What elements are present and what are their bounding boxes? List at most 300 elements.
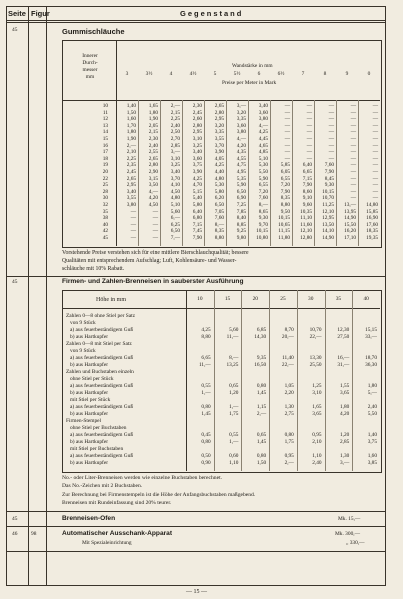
gummi-cell: — <box>284 149 290 156</box>
brenn-cell: 3,75 <box>367 439 377 445</box>
brenn-cell: 8,70 <box>284 327 294 333</box>
gummi-cell: 4,10 <box>170 182 180 189</box>
gummi-cell: — <box>350 175 356 182</box>
brenn-line-label: ohne Stiel per Stück <box>70 376 114 382</box>
brenn-cell: 0,50 <box>201 453 211 459</box>
gummi-cell: 9,50 <box>280 208 290 215</box>
gummi-cell: — <box>306 155 312 162</box>
brenn-cell: 22,— <box>309 334 322 340</box>
gummi-cell: 9,60 <box>302 202 312 208</box>
gummi-cell: — <box>130 215 136 222</box>
gummi-cell: 2,45 <box>126 169 136 175</box>
gummi-cell: 4,50 <box>148 202 158 208</box>
brenn-note-1: No.- oder Liter-Brenneisen werden wie einzelne Buchstaben berechnet. <box>62 475 223 481</box>
gummi-cell: 2,70 <box>170 136 180 142</box>
gummi-cell: — <box>306 142 312 149</box>
brenn-cell: 1,30 <box>284 404 294 410</box>
gummi-cell: 3,50 <box>148 182 158 189</box>
gummi-cell: 2,95 <box>192 129 202 136</box>
gummi-cell: — <box>372 162 378 169</box>
brenn-cell: 1,65 <box>312 404 322 410</box>
brenn-line-label: b) aus Hartkupfer <box>70 439 109 445</box>
gummi-diam-14: 30 <box>102 195 108 202</box>
gummi-cell: 6,55 <box>280 175 290 182</box>
brenn-cell: 3,65 <box>312 411 322 417</box>
brenn-cell: 1,50 <box>256 460 267 466</box>
gummi-cell: — <box>372 136 378 142</box>
gummi-cell: 3,25 <box>170 162 180 169</box>
gummi-cell: — <box>284 136 290 142</box>
brenn-cell: 16,— <box>337 355 350 361</box>
gummi-cell: 2,— <box>126 142 136 149</box>
gummi-cell: 2,80 <box>192 122 202 129</box>
gummi-cell: 4,20 <box>236 142 246 149</box>
header-figur: Figur <box>31 9 50 18</box>
brenn-line-label: b) aus Hartkupfer <box>70 460 109 466</box>
gummi-cell: 4,— <box>258 122 268 129</box>
brenn-cell: 0,80 <box>284 432 294 438</box>
gummi-cell: 3,90 <box>192 169 202 175</box>
gummi-cell: — <box>328 155 334 162</box>
gummi-cell: 5,35 <box>236 175 246 182</box>
gummi-cell: 14,90 <box>322 235 334 241</box>
gummi-cell: — <box>372 116 378 123</box>
gummi-cell: 3,80 <box>258 116 268 123</box>
brenn-col-6: 40 <box>363 296 369 302</box>
gummi-cell: — <box>284 122 290 129</box>
gummi-cell: 4,50 <box>170 188 180 195</box>
gummi-diam-0: 10 <box>102 103 108 109</box>
gummi-cell: 7,20 <box>280 182 290 189</box>
brenn-cell: 2,40 <box>367 404 377 410</box>
ofen-label: Brenneisen-Ofen <box>62 515 116 522</box>
gummi-cell: — <box>284 155 290 162</box>
brenn-cell: 13,25 <box>226 362 239 368</box>
brenn-cell: 1,80 <box>339 404 350 410</box>
brenn-col-3: 25 <box>280 296 286 302</box>
brenn-cell: 1,75 <box>284 439 294 445</box>
gummi-cell: 3,70 <box>214 142 224 149</box>
brenn-cell: 16,50 <box>254 362 267 368</box>
brenn-cell: 0,80 <box>201 439 211 445</box>
gummi-head-innerer-0: Innerer <box>82 53 98 59</box>
gummi-cell: — <box>328 129 334 136</box>
brenn-line-label: von 9 Stück <box>70 320 96 326</box>
brenn-line-label: von 9 Stück <box>70 348 96 354</box>
gummi-diam-5: 15 <box>102 136 108 142</box>
gummi-diam-11: 22 <box>102 175 108 182</box>
gummi-cell: 3,— <box>236 103 246 109</box>
brenn-cell: 2,— <box>284 460 294 466</box>
gummi-cell: — <box>350 169 356 175</box>
gummi-cell: 7,— <box>170 235 180 241</box>
gummi-cell: 8,80 <box>280 202 290 208</box>
gummi-diam-10: 20 <box>102 169 108 175</box>
gummi-cell: 8,35 <box>280 195 290 202</box>
brenn-line-label: a) aus feuerbeständigem Guß <box>70 355 134 361</box>
gummi-cell: 3,80 <box>236 129 246 136</box>
gummi-cell: — <box>372 195 378 202</box>
gummi-cell: 5,85 <box>280 162 290 169</box>
gummi-cell: — <box>306 129 312 136</box>
brenn-cell: 2,85 <box>339 439 350 445</box>
gummi-cell: — <box>372 169 378 175</box>
brenn-cell: 1,80 <box>367 383 377 389</box>
gummi-cell: 11,60 <box>300 221 312 228</box>
gummi-cell: 9,25 <box>236 228 246 235</box>
gummi-cell: — <box>350 155 356 162</box>
gummi-cell: 1,65 <box>148 103 158 109</box>
brenn-cell: 3,10 <box>312 390 322 396</box>
gummi-wand-6: 6 <box>257 71 261 77</box>
brenn-cell: 31,— <box>337 362 350 368</box>
gummi-cell: — <box>284 116 290 123</box>
gummi-cell: 7,60 <box>258 195 268 202</box>
gummi-cell: 17,10 <box>344 235 356 241</box>
ausschank-sub: Mit Spezialeinrichtung <box>82 540 132 546</box>
brenn-cell: 4,25 <box>201 327 211 333</box>
brenn-cell: 8,— <box>229 355 239 361</box>
brenn-cell: 1,30 <box>339 453 350 459</box>
brenn-cell: 3,65 <box>339 390 350 396</box>
brenn-cell: 1,— <box>229 404 239 410</box>
gummi-cell: 4,— <box>148 188 158 195</box>
gummi-cell: 3,40 <box>170 169 180 175</box>
gummi-cell: — <box>372 155 378 162</box>
ausschank-figur: 98 <box>31 531 37 537</box>
gummi-cell: — <box>152 215 158 222</box>
brenn-cell: 0,90 <box>201 460 211 466</box>
gummi-wand-11: 0 <box>367 71 371 77</box>
gummi-cell: 7,60 <box>214 215 224 222</box>
gummi-cell: 4,45 <box>258 136 268 142</box>
gummi-cell: 8,65 <box>258 208 268 215</box>
gummi-cell: 1,40 <box>126 103 136 109</box>
gummi-wand-4: 5 <box>213 71 217 77</box>
gummi-cell: — <box>328 136 334 142</box>
gummi-cell: 1,50 <box>126 109 136 116</box>
gummi-cell: — <box>152 208 158 215</box>
gummi-cell: 2,80 <box>148 162 158 169</box>
brenn-hoehe-head: Höhe in mm <box>96 297 126 303</box>
gummi-cell: 2,15 <box>170 109 180 116</box>
gummi-cell: — <box>372 182 378 189</box>
gummi-diam-9: 19 <box>102 162 108 169</box>
gummi-cell: — <box>306 109 312 116</box>
gummi-cell: 7,90 <box>302 182 312 189</box>
gummi-cell: 9,80 <box>236 235 246 241</box>
gummi-cell: 7,85 <box>236 208 246 215</box>
gummi-cell: 18,35 <box>366 228 378 235</box>
gummi-cell: 3,75 <box>192 162 202 169</box>
brenn-line-label: ohne Stiel per Buchstaben <box>70 425 127 431</box>
gummi-cell: 2,25 <box>170 116 180 123</box>
gummi-cell: 2,95 <box>214 116 224 123</box>
gummi-cell: 11,15 <box>278 228 290 235</box>
gummi-cell: 1,90 <box>148 116 158 123</box>
gummi-cell: 4,85 <box>258 149 268 156</box>
gummi-cell: 12,80 <box>300 235 312 241</box>
gummi-cell: — <box>350 162 356 169</box>
gummi-cell: 2,05 <box>148 122 158 129</box>
gummi-cell: — <box>372 188 378 195</box>
gummi-wand-3: 4½ <box>189 71 197 77</box>
gummi-cell: 8,— <box>258 202 268 208</box>
brenn-cell: 1,15 <box>256 404 267 410</box>
gummi-diam-1: 11 <box>102 109 108 116</box>
gummi-cell: 3,35 <box>214 129 224 136</box>
gummi-cell: 11,10 <box>300 215 312 222</box>
brenn-cell: 12,30 <box>337 327 350 333</box>
frame-left <box>6 6 7 585</box>
gummi-cell: 10,35 <box>300 208 312 215</box>
gummi-cell: 4,20 <box>148 195 158 202</box>
gummi-cell: 8,— <box>214 221 224 228</box>
gummi-cell: 2,65 <box>148 155 158 162</box>
gummi-cell: 6,05 <box>280 169 290 175</box>
gummi-cell: 4,— <box>236 136 246 142</box>
gummi-wand-0: 3 <box>125 71 129 77</box>
gummi-cell: 3,55 <box>214 136 224 142</box>
gummi-cell: 4,25 <box>258 129 268 136</box>
gummi-cell: 14,10 <box>322 228 334 235</box>
gummi-cell: 4,80 <box>170 195 180 202</box>
gummi-cell: 2,45 <box>192 109 202 116</box>
gummi-cell: — <box>350 142 356 149</box>
brenn-line-label: b) aus Hartkupfer <box>70 334 109 340</box>
gummi-diam-2: 12 <box>102 116 108 123</box>
brenn-line-label: a) aus feuerbeständigem Guß <box>70 432 134 438</box>
gummi-cell: 2,55 <box>148 149 158 156</box>
gummi-cell: — <box>350 103 356 109</box>
brenn-cell: 9,35 <box>256 355 267 361</box>
gummi-cell: 3,15 <box>148 175 158 182</box>
brenn-line-label: b) aus Hartkupfer <box>70 411 109 417</box>
brenn-cell: 0,80 <box>201 404 211 410</box>
gummi-cell: 4,80 <box>214 175 224 182</box>
brenn-cell: 0,60 <box>229 453 239 459</box>
brenn-cell: 1,20 <box>339 432 350 438</box>
gummi-cell: 4,95 <box>236 169 246 175</box>
gummi-cell: 2,40 <box>148 142 158 149</box>
gummi-cell: 2,65 <box>126 175 136 182</box>
brenn-cell: 2,— <box>256 411 267 417</box>
brenn-cell: 14,30 <box>254 334 267 340</box>
gummi-cell: 6,25 <box>170 221 180 228</box>
gummi-note-1: Vorstehende Preise verstehen sich für eine mittlere Bierschlauchqualität; bessere <box>62 250 249 256</box>
gummi-cell: 2,35 <box>126 162 136 169</box>
brenn-col-2: 20 <box>252 296 258 302</box>
gummi-cell: 4,05 <box>214 155 224 162</box>
brenn-cell: 36,30 <box>365 362 377 368</box>
gummi-cell: — <box>284 129 290 136</box>
brenn-cell: 1,— <box>229 439 239 445</box>
brenn-head-rule <box>62 308 380 309</box>
frame-right <box>385 6 386 585</box>
brenn-note-2: Das No.-Zeichen mit 2 Buchstaben. <box>62 483 143 489</box>
gummi-cell: 8,80 <box>214 235 224 241</box>
ausschank-price: Mk. 300,— <box>335 531 361 537</box>
gummi-cell: 6,80 <box>192 215 202 222</box>
brenn-line-label: a) aus feuerbeständigem Guß <box>70 453 134 459</box>
gummi-cell: 2,60 <box>192 116 202 123</box>
column-divider-seite <box>28 6 29 585</box>
ausschank-seite: 46 <box>12 531 18 537</box>
gummi-cell: — <box>372 129 378 136</box>
gummi-cell: 3,60 <box>192 155 202 162</box>
gummi-cell: 7,60 <box>324 162 334 169</box>
gummi-cell: — <box>350 182 356 189</box>
gummi-cell: 11,25 <box>322 202 334 208</box>
gummi-cell: 12,10 <box>322 208 334 215</box>
gummi-cell: 1,80 <box>126 129 136 136</box>
gummi-cell: 2,65 <box>214 103 224 109</box>
brenn-cell: 4,20 <box>339 411 350 417</box>
gummi-cell: 7,25 <box>236 202 246 208</box>
gummi-cell: 7,90 <box>280 188 290 195</box>
brenn-cell: 1,10 <box>229 460 239 466</box>
gummi-diam-17: 38 <box>102 215 108 222</box>
gummi-cell: 2,25 <box>126 155 136 162</box>
gummi-cell: 2,10 <box>126 149 136 156</box>
gummi-cell: 5,30 <box>258 162 268 169</box>
brenn-cell: 11,— <box>226 334 239 340</box>
gummi-cell: 3,55 <box>126 195 136 202</box>
gummi-cell: 7,90 <box>192 235 202 241</box>
brenn-cell: 1,— <box>201 390 211 396</box>
gummi-cell: — <box>372 142 378 149</box>
page-number: — 15 — <box>186 589 207 595</box>
ausschank-sub-price: „ 330,— <box>346 540 365 546</box>
brenn-cell: 11,40 <box>282 355 294 361</box>
gummi-cell: 2,30 <box>192 103 202 109</box>
gummi-cell: — <box>372 175 378 182</box>
gummi-cell: 16,20 <box>344 228 356 235</box>
gummi-cell: 2,90 <box>148 169 158 175</box>
gummi-cell: 5,10 <box>170 202 180 208</box>
gummi-cell: 10,15 <box>322 188 334 195</box>
gummi-cell: 4,25 <box>214 162 224 169</box>
gummi-cell: — <box>152 235 158 241</box>
gummi-cell: 13,50 <box>322 221 334 228</box>
brenn-cell: 15,15 <box>365 327 377 333</box>
gummi-cell: 7,05 <box>214 208 224 215</box>
gummi-cell: 2,— <box>170 103 180 109</box>
gummi-cell: 3,35 <box>236 116 246 123</box>
brenn-cell: 2,40 <box>312 460 322 466</box>
gummi-cell: 7,15 <box>302 175 312 182</box>
gummi-cell: 3,90 <box>214 149 224 156</box>
gummi-cell: — <box>130 228 136 235</box>
brenn-cell: 1,75 <box>229 411 239 417</box>
gummi-cell: — <box>350 195 356 202</box>
gummi-diam-3: 13 <box>102 122 108 129</box>
gummi-cell: 6,50 <box>236 188 246 195</box>
brenn-cell: 1,20 <box>229 390 239 396</box>
gummi-cell: — <box>328 122 334 129</box>
gummi-cell: 7,20 <box>258 188 268 195</box>
brenn-cell: 6,65 <box>201 355 211 361</box>
gummi-cell: — <box>350 149 356 156</box>
gummi-cell: 4,65 <box>258 142 268 149</box>
brenn-cell: 1,45 <box>256 439 267 445</box>
gummi-diam-12: 25 <box>102 182 108 189</box>
gummi-cell: — <box>328 109 334 116</box>
gummi-cell: 15,50 <box>344 221 356 228</box>
gummi-cell: 6,65 <box>302 169 312 175</box>
brenn-line-label: mit Stiel per Stück <box>70 397 111 403</box>
brenn-col-5: 35 <box>335 296 342 302</box>
gummi-cell: 8,85 <box>236 221 246 228</box>
gummi-diam-20: 45 <box>102 235 108 241</box>
gummi-cell: — <box>350 136 356 142</box>
gummi-cell: — <box>328 116 334 123</box>
gummi-cell: 2,80 <box>214 109 224 116</box>
gummi-cell: 3,10 <box>192 136 202 142</box>
gummi-cell: 12,95 <box>322 215 334 222</box>
gummi-cell: 5,50 <box>258 169 268 175</box>
gummi-cell: — <box>372 122 378 129</box>
gummi-cell: — <box>306 103 312 109</box>
brenn-cell: 25,50 <box>309 362 322 368</box>
gummi-cell: 8,40 <box>236 215 246 222</box>
brenn-line-label: mit Stiel per Buchstaben <box>70 446 124 452</box>
gummi-cell: 3,80 <box>126 202 136 208</box>
gummi-cell: 10,80 <box>256 235 268 241</box>
brenn-line-label: Zahlen 0—8 mit Stiel per Satz <box>66 341 132 347</box>
brenn-cell: 2,20 <box>284 390 294 396</box>
brenn-cell: 0,80 <box>256 383 267 389</box>
gummi-wand-7: 6½ <box>277 71 285 77</box>
brenn-cell: 10,70 <box>309 327 322 333</box>
gummi-cell: 5,80 <box>192 202 202 208</box>
brenn-cell: 20,— <box>281 334 294 340</box>
gummi-cell: — <box>372 109 378 116</box>
brenn-line-label: a) aus feuerbeständigem Guß <box>70 383 134 389</box>
gummi-cell: — <box>350 122 356 129</box>
gummi-wand-5: 5½ <box>233 71 241 77</box>
brenn-cell: 33,— <box>365 334 377 340</box>
gummi-wand-10: 9 <box>345 71 349 77</box>
gummi-cell: 8,45 <box>324 175 334 182</box>
gummi-wand-head: Wandstärke in mm <box>232 63 273 69</box>
gummi-cell: 6,40 <box>192 208 202 215</box>
brenn-note-3: Zur Berechnung bei Firmenstempeln ist die Höhe der Anfangsbuchstaben maßgebend. <box>62 492 256 498</box>
brenn-cell: 1,60 <box>367 453 377 459</box>
gummi-head-rule <box>62 100 380 101</box>
brenn-cell: 0,80 <box>256 453 267 459</box>
gummi-cell: 6,40 <box>302 162 312 169</box>
gummi-cell: 3,40 <box>126 188 136 195</box>
gummi-cell: 5,30 <box>214 182 224 189</box>
brenn-cell: 1,25 <box>312 383 322 389</box>
header-gegenstand: Gegenstand <box>180 9 244 18</box>
gummi-cell: 3,40 <box>192 149 202 156</box>
gummi-cell: — <box>306 149 312 156</box>
gummi-cell: 1,70 <box>126 122 136 129</box>
gummi-cell: 9,70 <box>258 221 268 228</box>
gummi-cell: — <box>306 122 312 129</box>
gummi-note-2: Qualitäten mit entsprechendem Aufschlag; Luft, Kohlensäure- und Wasser- <box>62 258 237 264</box>
brenn-line-label: Firmen-Stempel <box>66 418 102 424</box>
gummi-cell: 19,35 <box>366 235 378 241</box>
brenn-cell: 11,— <box>198 362 211 368</box>
brenn-cell: 5,— <box>367 390 377 396</box>
gummi-cell: 5,80 <box>214 188 224 195</box>
gummi-cell: — <box>350 129 356 136</box>
gummi-cell: 5,90 <box>236 182 246 189</box>
gummi-cell: 11,80 <box>278 235 290 241</box>
